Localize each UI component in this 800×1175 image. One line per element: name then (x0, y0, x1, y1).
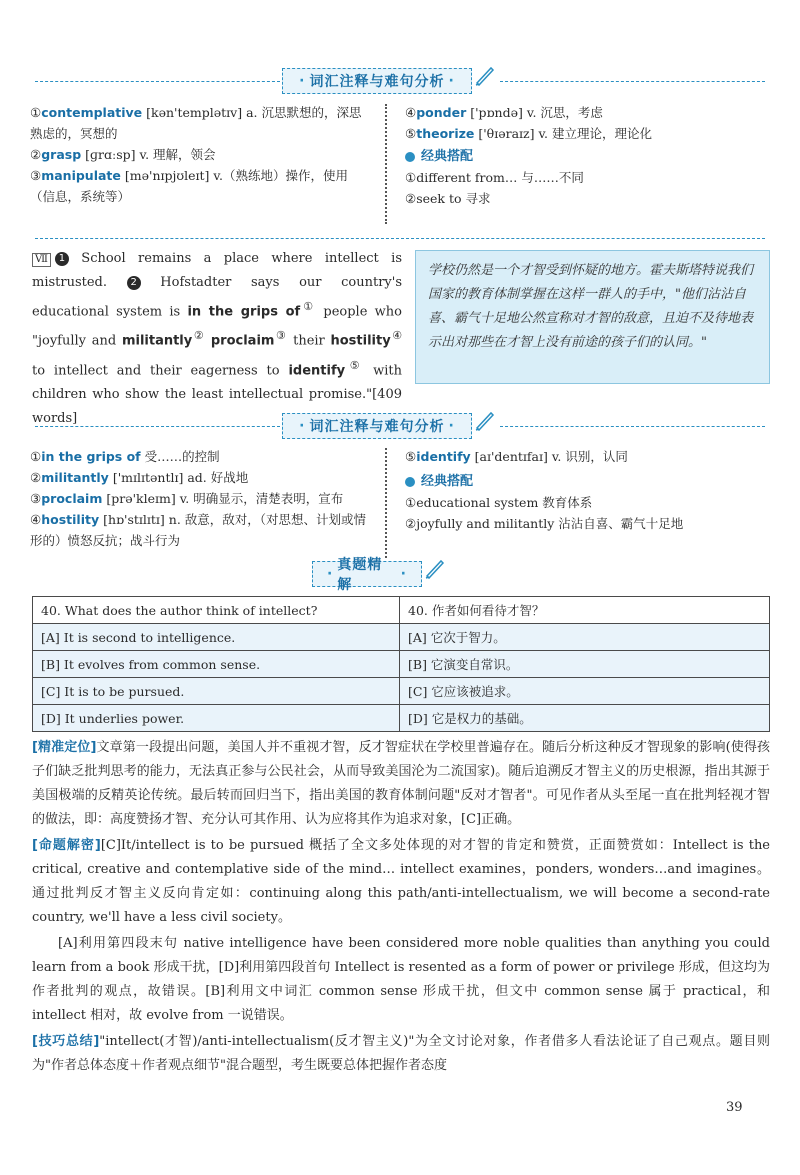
collocation-item: ②joyfully and militantly 沾沾自喜、霸气十足地 (405, 516, 684, 531)
pen-icon (474, 64, 496, 86)
vocab-entry: ③proclaim [prə'kleɪm] v. 明确显示，清楚表明，宣布 (30, 491, 344, 506)
analysis-tag: [命题解密] (32, 838, 101, 853)
table-row (33, 651, 770, 678)
collocation-heading: 经典搭配 (405, 471, 775, 492)
table-row (33, 705, 770, 732)
option-zh: [D] 它是权力的基础。 (400, 705, 770, 732)
question-table (32, 596, 770, 732)
vocab-banner-1-title: 词汇注释与难句分析 (309, 74, 445, 90)
collocation-item: ①different from… 与……不同 (405, 170, 584, 185)
question-stem-en: 40. What does the author think of intellect? (33, 597, 400, 624)
vocab-entry: ⑤identify [aɪ'dentɪfaɪ] v. 识别，认同 (405, 449, 628, 464)
option-en: [D] It underlies power. (33, 705, 400, 732)
column-divider (385, 104, 387, 224)
vocab1-left (30, 102, 370, 207)
collocation-item: ①educational system 教育体系 (405, 495, 593, 510)
divider-line (35, 81, 280, 82)
vocab-entry: ③manipulate [mə'nɪpjʊleɪt] v.（熟练地）操作，使用（信息，系统等） (30, 168, 348, 204)
table-row (33, 678, 770, 705)
vocab-entry: ①in the grips of 受……的控制 (30, 449, 220, 464)
divider-line (500, 81, 765, 82)
bullet-icon (405, 152, 415, 162)
vocab-entry: ②militantly ['mɪlɪtəntlɪ] ad. 好战地 (30, 470, 249, 485)
option-en: [B] It evolves from common sense. (33, 651, 400, 678)
vocab-entry: ①contemplative [kən'templətɪv] a. 沉思默想的，深思熟虑的，冥想的 (30, 105, 362, 141)
page-number: 39 (726, 1100, 743, 1115)
analysis-paragraph: [精准定位]文章第一段提出问题，美国人并不重视才智，反才智症状在学校里普遍存在。随后分析这种反才智现象的影响(使得孩子们缺乏批判思考的能力，无法真正参与公民社会，从而导致美国沦为二流国家)。随后追溯反才智主义的历史根源，指出其源于美国极端的反精英论传统。最后转而回归当下，指出美国的教育体制问题"反对才智者"。可见作者从头至尾一直在批判轻视才智的做法，即：高度赞扬才智、充分认可其作用、认为应将其作为追求对象，[C]正确。 (32, 740, 770, 827)
option-en: [A] It is second to intelligence. (33, 624, 400, 651)
sentence-number-icon: 1 (55, 252, 69, 266)
vocab2-right (405, 446, 775, 534)
analysis-tag: [精准定位] (32, 740, 97, 755)
option-en: [C] It is to be pursued. (33, 678, 400, 705)
vocab-entry: ④hostility [hɒ'stɪlɪtɪ] n. 敌意，敌对，（对思想、计划或情形的）愤怒反抗；战斗行为 (30, 512, 367, 548)
collocation-item: ②seek to 寻求 (405, 191, 491, 206)
pen-icon (424, 557, 446, 579)
vocab-banner-1: · 词汇注释与难句分析 · (282, 68, 472, 94)
exam-banner: · 真题精解 · (312, 561, 422, 587)
divider-line (500, 426, 765, 427)
pen-icon (474, 409, 496, 431)
divider-line (35, 426, 280, 427)
analysis-paragraph: [命题解密][C]It/intellect is to be pursued 概括了全文多处体现的对才智的肯定和赞赏，正面赞赏如：Intellect is the critical, creative and contemplative side of the mind… intellect examines，ponders, wonders…and imagines。通过批判反才智主义反向肯定如：continuing along this path/anti-intellectualism, we will become a second-rate country, we'll have a less civil society。 (32, 838, 771, 925)
bullet-icon (405, 477, 415, 487)
exam-banner-title: 真题精解 (337, 557, 383, 593)
vocab1-right (405, 102, 775, 209)
translation-box: 学校仍然是一个才智受到怀疑的地方。霍夫斯塔特说我们国家的教育体制掌握在这样一群人的手中，"他们沾沾自喜、霸气十足地公然宣称对才智的敌意，且迫不及待地表示出对那些在才智上没有前途的孩子们的认同。" (415, 250, 770, 384)
option-zh: [B] 它演变自常识。 (400, 651, 770, 678)
analysis-tag: [技巧总结] (32, 1034, 100, 1049)
analysis-section (32, 736, 770, 1078)
column-divider (385, 448, 387, 558)
vocab-entry: ②grasp [ɡrɑːsp] v. 理解，领会 (30, 147, 216, 162)
passage-paragraph: Ⅶ 1 School remains a place where intellect is mistrusted. 2 Hofstadter says our country's educational system is in the grips of① people who "joyfully and militantly② proclaim③ their hostility④ to intellect and their eagerness to identify⑤ with children who show the least intellectual promise."[409 words] (32, 251, 403, 426)
sentence-number-icon: 2 (127, 276, 141, 290)
vocab2-left (30, 446, 370, 551)
option-zh: [C] 它应该被追求。 (400, 678, 770, 705)
paragraph-label: Ⅶ (32, 253, 51, 267)
question-stem-zh: 40. 作者如何看待才智？ (400, 597, 770, 624)
collocation-heading: 经典搭配 (405, 146, 775, 167)
vocab-banner-2-title: 词汇注释与难句分析 (309, 419, 445, 435)
vocab-banner-2: · 词汇注释与难句分析 · (282, 413, 472, 439)
analysis-paragraph: [技巧总结]"intellect(才智)/anti-intellectualism(反才智主义)"为全文讨论对象，作者借多人看法论证了自己观点。题目则为"作者总体态度＋作者观点细节"混合题型，考生既要总体把握作者态度 (32, 1034, 770, 1073)
analysis-paragraph: [A]利用第四段末句 native intelligence have been considered more noble qualities than anything you could learn from a book 形成干扰，[D]利用第四段首句 Intellect is resented as a form of power or privilege 形成，但这均为作者批判的观点，故错误。[B]利用文中词汇 common sense 形成干扰，但文中 common sense 属于 practical，和 intellect 相对，故 evolve from 一说错误。 (32, 936, 770, 1023)
section-divider (35, 238, 765, 239)
table-row (33, 597, 770, 624)
vocab-entry: ⑤theorize ['θɪəraɪz] v. 建立理论，理论化 (405, 126, 652, 141)
vocab-entry: ④ponder ['pɒndə] v. 沉思，考虑 (405, 105, 603, 120)
table-row (33, 624, 770, 651)
option-zh: [A] 它次于智力。 (400, 624, 770, 651)
